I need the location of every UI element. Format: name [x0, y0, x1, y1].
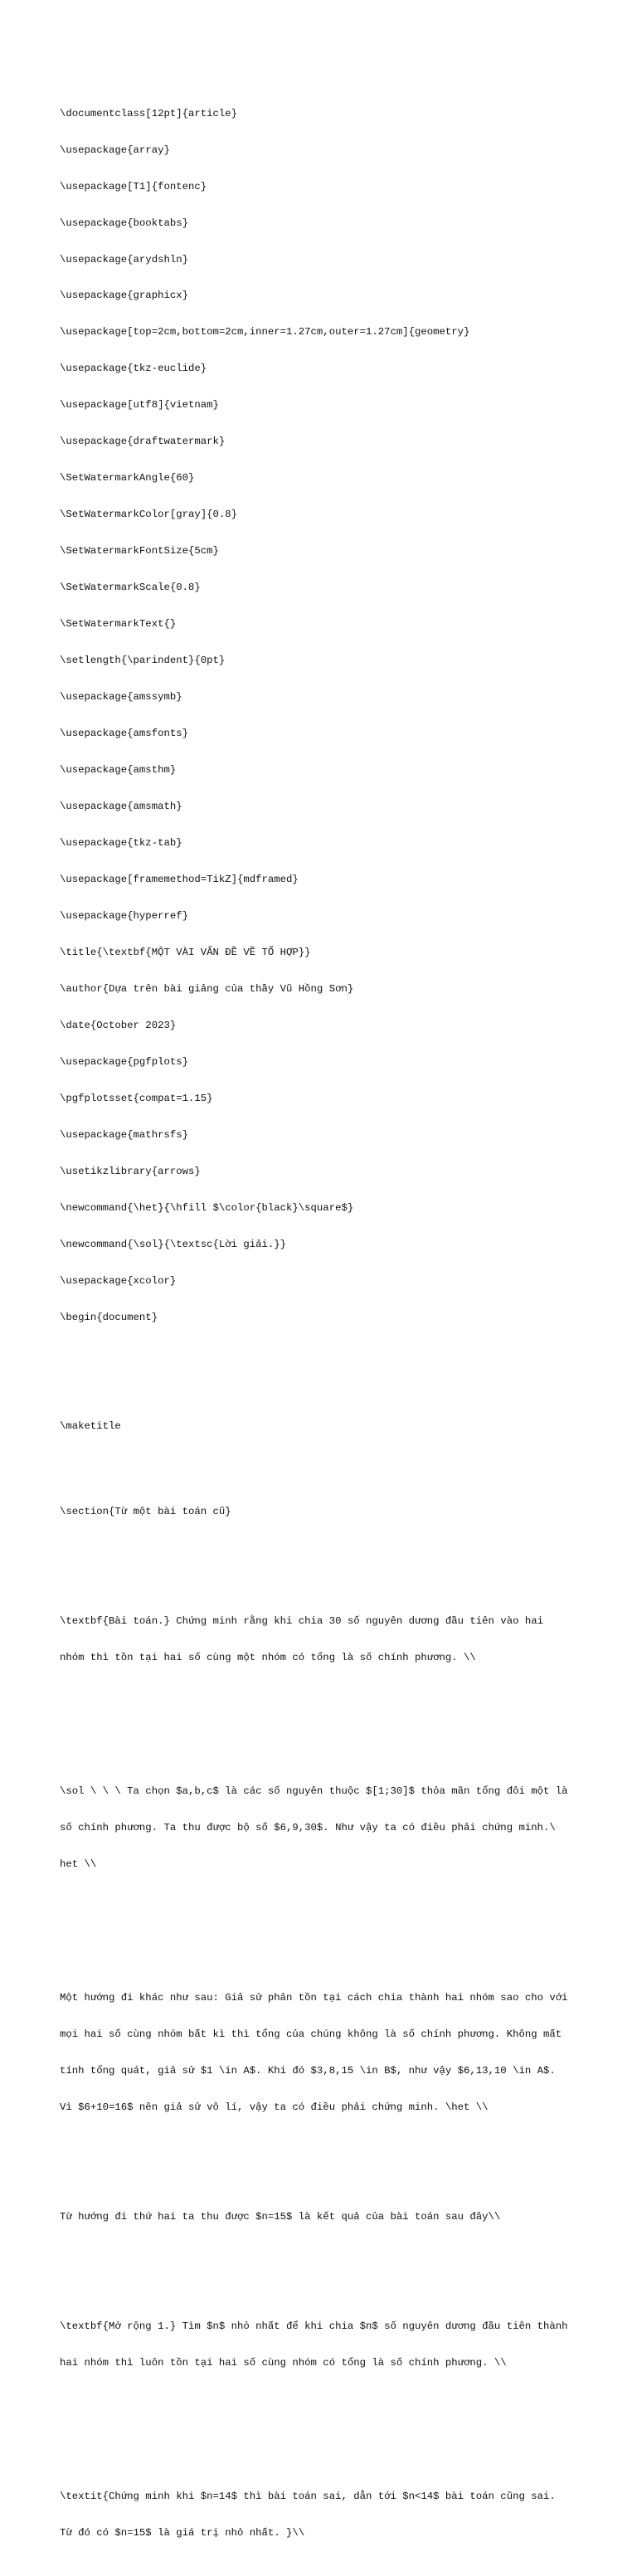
preamble-line: \usepackage[framemethod=TikZ]{mdframed}: [60, 873, 299, 885]
paragraph-line: tính tổng quát, giả sử $1 \in A$. Khi đó $3,8,15 \in B$, như vậy $6,13,10 \in A$.: [60, 2065, 556, 2077]
transition-line: Từ hướng đi thứ hai ta thu được $n=15$ là kết quả của bài toán sau đây\\: [60, 2211, 501, 2223]
blank-line: [60, 1931, 607, 1944]
paragraph-line: \textit{Chứng minh khi $n=14$ thì bài toán sai, dẫn tới $n<14$ bài toán cũng sai.: [60, 2491, 556, 2503]
preamble-line: \usepackage{mathrsfs}: [60, 1128, 188, 1141]
paragraph-line: Vì $6+10=16$ nên giả sử vô lí, vậy ta có điều phải chứng minh. \het \\: [60, 2101, 489, 2114]
preamble-line: \usepackage{graphicx}: [60, 290, 188, 302]
preamble-line: \SetWatermarkText{}: [60, 618, 177, 631]
preamble-line: \SetWatermarkFontSize{5cm}: [60, 545, 219, 558]
blank-line: [60, 2430, 607, 2442]
preamble-line: \newcommand{\het}{\hfill $\color{black}\square$}: [60, 1201, 354, 1214]
date-command-line: \date{October 2023}: [60, 1019, 177, 1031]
preamble-line: \usepackage{amsmath}: [60, 801, 182, 813]
paragraph-line: \sol \ \ \ Ta chọn $a,b,c$ là các số nguyên thuộc $[1;30]$ thỏa mãn tổng đôi một là: [60, 1785, 568, 1798]
preamble-line: \usepackage{tkz-euclide}: [60, 363, 207, 375]
solution-paragraph: [60, 1761, 607, 1895]
preamble-line: \usepackage{arydshln}: [60, 253, 188, 265]
title-command-line: \title{\textbf{MỘT VÀI VẤN ĐỀ VỀ TỔ HỢP}}: [60, 946, 311, 958]
preamble-line: \SetWatermarkColor[gray]{0.8}: [60, 509, 238, 521]
paragraph-line: \textbf{Mở rộng 1.} Tìm $n$ nhỏ nhất để khi chia $n$ số nguyên dương đầu tiên thành: [60, 2320, 568, 2332]
preamble-line: \usepackage[T1]{fontenc}: [60, 180, 207, 192]
paragraph-line: mọi hai số cùng nhóm bất kì thì tổng của chúng không là số chính phương. Không mất: [60, 2028, 562, 2041]
preamble-line: \usepackage{booktabs}: [60, 217, 188, 229]
paragraph-line: nhóm thì tồn tại hai số cùng một nhóm có tổng là số chính phương. \\: [60, 1651, 476, 1663]
preamble-line: \documentclass[12pt]{article}: [60, 107, 238, 119]
blank-line: [60, 1725, 607, 1737]
extension-paragraph: [60, 2296, 607, 2393]
preamble-block: [60, 83, 607, 1347]
preamble-line: \usepackage{hyperref}: [60, 909, 188, 922]
latex-source-document: [60, 59, 607, 2576]
blank-line: [60, 1469, 607, 1482]
blank-line: [60, 1385, 607, 1397]
preamble-line: \usepackage{xcolor}: [60, 1274, 177, 1287]
paragraph-line: het \\: [60, 1858, 97, 1871]
begin-document-line: \begin{document}: [60, 1311, 158, 1323]
preamble-line: \usetikzlibrary{arrows}: [60, 1165, 201, 1177]
problem-paragraph: [60, 1591, 607, 1688]
preamble-line: \SetWatermarkScale{0.8}: [60, 582, 201, 594]
preamble-line: \usepackage[utf8]{vietnam}: [60, 399, 219, 411]
preamble-line: \pgfplotsset{compat=1.15}: [60, 1092, 213, 1104]
preamble-line: \newcommand{\sol}{\textsc{Lời giải.}}: [60, 1238, 287, 1250]
remark-paragraph: [60, 2466, 607, 2564]
author-command-line: \author{Dựa trên bài giảng của thầy Vũ Hồng Sơn}: [60, 982, 354, 995]
preamble-line: \usepackage{tkz-tab}: [60, 837, 182, 849]
paragraph-line: Từ đó có $n=15$ là giá trị nhỏ nhất. }\\: [60, 2527, 305, 2539]
blank-line: [60, 1555, 607, 1567]
paragraph-line: số chính phương. Ta thu được bộ số $6,9,30$. Như vậy ta có điều phải chứng minh.\: [60, 1822, 556, 1834]
paragraph-line: \textbf{Bài toán.} Chứng minh rằng khi chia 30 số nguyên dương đầu tiên vào hai: [60, 1614, 543, 1627]
preamble-line: \usepackage{amssymb}: [60, 691, 182, 704]
paragraph-line: hai nhóm thì luôn tồn tại hai số cùng nhóm có tổng là số chính phương. \\: [60, 2356, 507, 2369]
preamble-line: \usepackage{pgfplots}: [60, 1055, 188, 1068]
blank-line: [60, 2260, 607, 2272]
preamble-line: \usepackage{amsfonts}: [60, 728, 188, 740]
preamble-line: \usepackage{draftwatermark}: [60, 436, 226, 448]
section-heading-line: \section{Từ một bài toán cũ}: [60, 1506, 231, 1518]
preamble-line: \usepackage[top=2cm,bottom=2cm,inner=1.27cm,outer=1.27cm]{geometry}: [60, 326, 470, 338]
preamble-line: \usepackage{amsthm}: [60, 764, 177, 777]
paragraph-line: Một hướng đi khác như sau: Giả sử phản tồn tại cách chia thành hai nhóm sao cho với: [60, 1992, 568, 2004]
blank-line: [60, 2174, 607, 2187]
preamble-line: \SetWatermarkAngle{60}: [60, 472, 195, 485]
maketitle-line: \maketitle: [60, 1420, 121, 1433]
preamble-line: \usepackage{array}: [60, 144, 170, 156]
preamble-line: \setlength{\parindent}{0pt}: [60, 655, 226, 667]
alternative-approach-paragraph: [60, 1968, 607, 2138]
